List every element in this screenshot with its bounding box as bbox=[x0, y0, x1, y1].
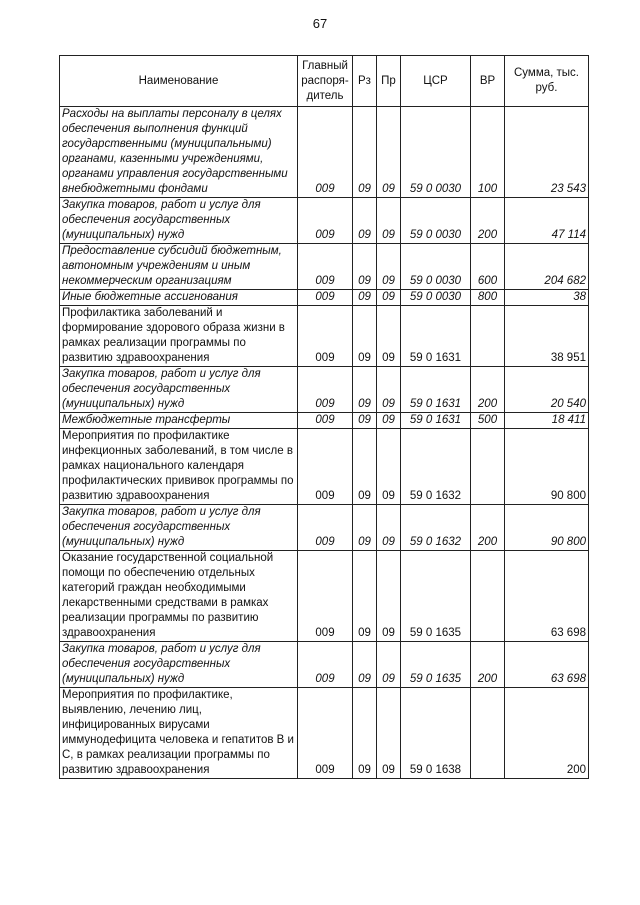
table-row bbox=[60, 505, 589, 551]
cell-name: Закупка товаров, работ и услуг для обеспечения государственных (муниципальных) нужд bbox=[60, 505, 298, 551]
cell-rz: 09 bbox=[353, 290, 377, 306]
cell-admin: 009 bbox=[298, 107, 353, 198]
cell-vr: 600 bbox=[471, 244, 505, 290]
cell-admin: 009 bbox=[298, 688, 353, 779]
cell-name: Мероприятия по профилактике, выявлению, лечению лиц, инфицированных вирусами иммунодефицита человека и гепатитов В и С, в рамках реализации программы по развитию здравоохранения bbox=[60, 688, 298, 779]
table-row bbox=[60, 290, 589, 306]
cell-name: Оказание государственной социальной помощи по обеспечению отдельных категорий граждан необходимыми лекарственными средствами в рамках реализации программы по развитию здравоохранения bbox=[60, 551, 298, 642]
cell-csr: 59 0 1638 bbox=[401, 688, 471, 779]
table-body bbox=[60, 107, 589, 779]
table-row bbox=[60, 367, 589, 413]
cell-admin: 009 bbox=[298, 429, 353, 505]
cell-rz: 09 bbox=[353, 413, 377, 429]
cell-sum: 90 800 bbox=[505, 505, 589, 551]
cell-rz: 09 bbox=[353, 642, 377, 688]
table-row bbox=[60, 429, 589, 505]
cell-csr: 59 0 1631 bbox=[401, 367, 471, 413]
cell-sum: 63 698 bbox=[505, 642, 589, 688]
cell-rz: 09 bbox=[353, 306, 377, 367]
cell-admin: 009 bbox=[298, 367, 353, 413]
cell-vr: 200 bbox=[471, 505, 505, 551]
cell-admin: 009 bbox=[298, 290, 353, 306]
cell-pr: 09 bbox=[377, 413, 401, 429]
cell-vr: 500 bbox=[471, 413, 505, 429]
page-number: 67 bbox=[312, 16, 328, 31]
cell-pr: 09 bbox=[377, 367, 401, 413]
table-row bbox=[60, 642, 589, 688]
cell-rz: 09 bbox=[353, 429, 377, 505]
cell-rz: 09 bbox=[353, 367, 377, 413]
table-row bbox=[60, 107, 589, 198]
table-row bbox=[60, 688, 589, 779]
header-vr: ВР bbox=[471, 56, 505, 107]
cell-pr: 09 bbox=[377, 306, 401, 367]
cell-name: Расходы на выплаты персоналу в целях обеспечения выполнения функций государственными (муниципальными) органами, казенными учреждениями, органами управления государственными внебюджетными фондами bbox=[60, 107, 298, 198]
cell-admin: 009 bbox=[298, 413, 353, 429]
cell-vr bbox=[471, 306, 505, 367]
cell-vr: 800 bbox=[471, 290, 505, 306]
cell-csr: 59 0 1632 bbox=[401, 505, 471, 551]
cell-vr: 100 bbox=[471, 107, 505, 198]
cell-name: Межбюджетные трансферты bbox=[60, 413, 298, 429]
cell-admin: 009 bbox=[298, 505, 353, 551]
table-row bbox=[60, 306, 589, 367]
cell-name: Закупка товаров, работ и услуг для обеспечения государственных (муниципальных) нужд bbox=[60, 367, 298, 413]
table-row bbox=[60, 198, 589, 244]
cell-rz: 09 bbox=[353, 244, 377, 290]
cell-rz: 09 bbox=[353, 688, 377, 779]
cell-name: Закупка товаров, работ и услуг для обеспечения государственных (муниципальных) нужд bbox=[60, 642, 298, 688]
cell-vr bbox=[471, 688, 505, 779]
cell-csr: 59 0 0030 bbox=[401, 244, 471, 290]
cell-rz: 09 bbox=[353, 107, 377, 198]
cell-admin: 009 bbox=[298, 244, 353, 290]
cell-csr: 59 0 1635 bbox=[401, 551, 471, 642]
cell-sum: 90 800 bbox=[505, 429, 589, 505]
cell-pr: 09 bbox=[377, 107, 401, 198]
cell-name: Мероприятия по профилактике инфекционных заболеваний, в том числе в рамках национального календаря профилактических прививок программы по развитию здравоохранения bbox=[60, 429, 298, 505]
cell-admin: 009 bbox=[298, 198, 353, 244]
cell-csr: 59 0 1635 bbox=[401, 642, 471, 688]
cell-vr: 200 bbox=[471, 367, 505, 413]
table-row bbox=[60, 244, 589, 290]
cell-sum: 47 114 bbox=[505, 198, 589, 244]
cell-sum: 200 bbox=[505, 688, 589, 779]
cell-csr: 59 0 0030 bbox=[401, 107, 471, 198]
cell-pr: 09 bbox=[377, 198, 401, 244]
cell-rz: 09 bbox=[353, 551, 377, 642]
header-pr: Пр bbox=[377, 56, 401, 107]
cell-pr: 09 bbox=[377, 505, 401, 551]
header-admin: Главный распоря-дитель bbox=[298, 56, 353, 107]
cell-sum: 18 411 bbox=[505, 413, 589, 429]
cell-pr: 09 bbox=[377, 688, 401, 779]
cell-name: Предоставление субсидий бюджетным, автономным учреждениям и иным некоммерческим организациям bbox=[60, 244, 298, 290]
cell-rz: 09 bbox=[353, 198, 377, 244]
cell-admin: 009 bbox=[298, 306, 353, 367]
table-row bbox=[60, 551, 589, 642]
cell-csr: 59 0 0030 bbox=[401, 198, 471, 244]
cell-admin: 009 bbox=[298, 551, 353, 642]
cell-pr: 09 bbox=[377, 244, 401, 290]
cell-admin: 009 bbox=[298, 642, 353, 688]
cell-sum: 20 540 bbox=[505, 367, 589, 413]
cell-sum: 204 682 bbox=[505, 244, 589, 290]
cell-name: Профилактика заболеваний и формирование здорового образа жизни в рамках реализации программы по развитию здравоохранения bbox=[60, 306, 298, 367]
cell-vr: 200 bbox=[471, 642, 505, 688]
cell-rz: 09 bbox=[353, 505, 377, 551]
cell-pr: 09 bbox=[377, 642, 401, 688]
cell-vr: 200 bbox=[471, 198, 505, 244]
header-rz: Рз bbox=[353, 56, 377, 107]
budget-table bbox=[59, 55, 589, 779]
cell-name: Иные бюджетные ассигнования bbox=[60, 290, 298, 306]
cell-name: Закупка товаров, работ и услуг для обеспечения государственных (муниципальных) нужд bbox=[60, 198, 298, 244]
cell-sum: 23 543 bbox=[505, 107, 589, 198]
cell-pr: 09 bbox=[377, 429, 401, 505]
header-name: Наименование bbox=[60, 56, 298, 107]
cell-pr: 09 bbox=[377, 551, 401, 642]
cell-csr: 59 0 1631 bbox=[401, 306, 471, 367]
cell-csr: 59 0 1632 bbox=[401, 429, 471, 505]
cell-sum: 38 951 bbox=[505, 306, 589, 367]
cell-vr bbox=[471, 429, 505, 505]
cell-sum: 63 698 bbox=[505, 551, 589, 642]
cell-pr: 09 bbox=[377, 290, 401, 306]
cell-csr: 59 0 1631 bbox=[401, 413, 471, 429]
cell-sum: 38 bbox=[505, 290, 589, 306]
header-sum: Сумма, тыс. руб. bbox=[505, 56, 589, 107]
header-csr: ЦСР bbox=[401, 56, 471, 107]
cell-vr bbox=[471, 551, 505, 642]
table-row bbox=[60, 413, 589, 429]
table-header-row bbox=[60, 56, 589, 107]
cell-csr: 59 0 0030 bbox=[401, 290, 471, 306]
